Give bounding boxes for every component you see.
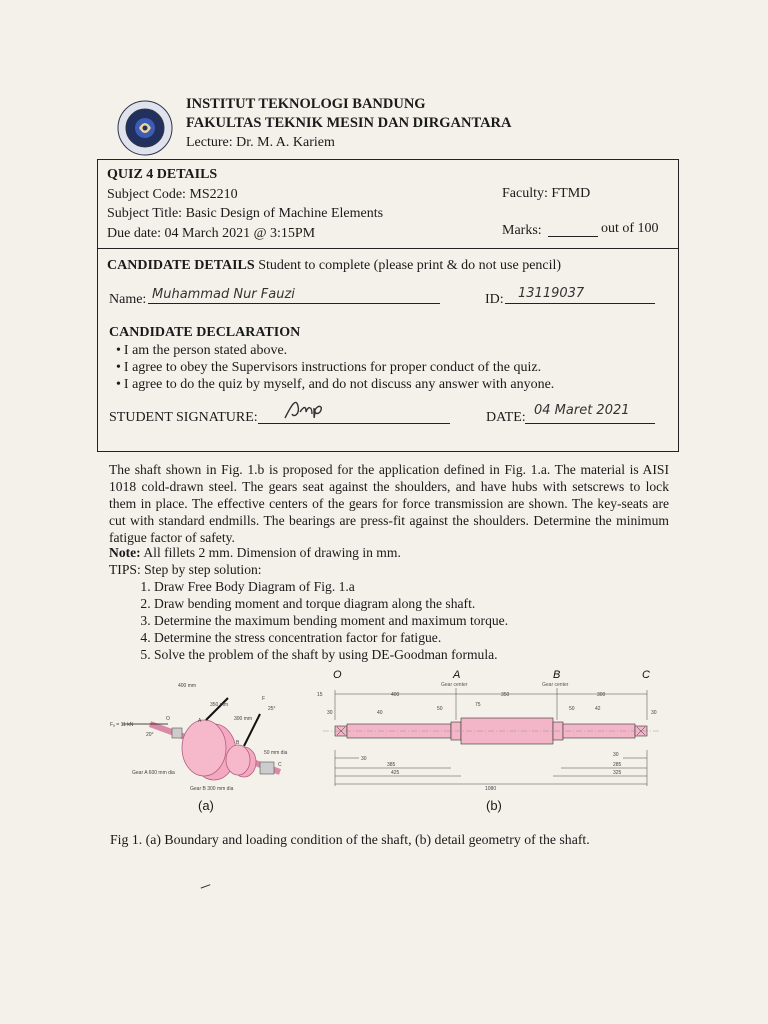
gear-center-note: Gear center — [542, 682, 569, 688]
id-field[interactable] — [505, 302, 655, 304]
id-value: 13119037 — [518, 286, 585, 301]
point-c: C — [642, 669, 650, 681]
bottom-dim: 1080 — [485, 786, 497, 792]
declaration-item: • I agree to do the quiz by myself, and do not discuss any answer with anyone. — [116, 376, 554, 393]
fig-a-dim: B — [236, 740, 240, 746]
step-item: 4. Determine the stress concentration factor for fatigue. — [154, 629, 508, 646]
signature-scribble — [282, 396, 332, 424]
fig-a-dim: Gear B 300 mm dia — [190, 786, 234, 792]
candidate-title: CANDIDATE DETAILS — [107, 258, 255, 273]
note-label: Note: — [109, 545, 141, 560]
declaration-item: • I agree to obey the Supervisors instructions for proper conduct of the quiz. — [116, 359, 554, 376]
candidate-subtitle: Student to complete (please print & do not use pencil) — [258, 258, 562, 273]
id-label: ID: — [485, 292, 504, 307]
gear-center-note: Gear center — [441, 682, 468, 688]
figure-b-label: (b) — [486, 798, 502, 813]
figure-a-gear-drawing — [110, 676, 296, 796]
quiz-title: QUIZ 4 DETAILS — [107, 167, 218, 182]
point-b: B — [553, 669, 561, 681]
point-o: O — [333, 669, 342, 681]
diameter-label: 42 — [595, 706, 601, 712]
fig-a-dim: 400 mm — [178, 683, 197, 689]
diameter-label: 40 — [377, 710, 383, 716]
problem-statement — [109, 461, 669, 546]
lecturer: Lecture: Dr. M. A. Kariem — [186, 135, 335, 150]
figure-a-label: (a) — [198, 798, 214, 813]
top-dim: 400 — [391, 692, 400, 698]
fig-a-dim: A — [198, 718, 202, 724]
diameter-label: 30 — [327, 710, 333, 716]
diameter-label: 50 — [437, 706, 443, 712]
date-field[interactable] — [525, 422, 655, 424]
date-value: 04 Maret 2021 — [534, 403, 630, 418]
top-dim: 350 — [501, 692, 510, 698]
bottom-dim: 285 — [613, 762, 622, 768]
fig-a-dim: 300 mm — [234, 716, 253, 722]
faculty-code: Faculty: FTMD — [502, 186, 591, 201]
tips-label: TIPS: Step by step solution: — [109, 562, 262, 577]
name-value: Muhammad Nur Fauzi — [152, 287, 295, 302]
itb-seal-logo — [117, 100, 173, 156]
fig-a-dim: 350 mm — [210, 702, 229, 708]
fig-a-dim: Fₐ = 11 kN — [110, 722, 134, 728]
fig-a-dim: 20° — [146, 732, 154, 738]
due-date: Due date: 04 March 2021 @ 3:15PM — [107, 226, 316, 241]
faculty-name: FAKULTAS TEKNIK MESIN DAN DIRGANTARA — [186, 115, 512, 131]
declaration-title: CANDIDATE DECLARATION — [109, 325, 301, 340]
fig-a-dim: O — [166, 716, 170, 722]
diameter-label: 30 — [651, 710, 657, 716]
signature-label: STUDENT SIGNATURE: — [109, 410, 258, 425]
fig-a-dim: Gear A 600 mm dia — [132, 770, 175, 776]
top-dim: 15 — [317, 692, 323, 698]
step-item: 5. Solve the problem of the shaft by using DE-Goodman formula. — [154, 646, 508, 663]
figure-b-shaft-drawing — [313, 666, 669, 796]
institute-name: INSTITUT TEKNOLOGI BANDUNG — [186, 96, 426, 112]
name-field[interactable] — [148, 302, 440, 304]
subject-code: Subject Code: MS2210 — [107, 187, 238, 202]
declaration-item: • I am the person stated above. — [116, 342, 554, 359]
diameter-label: 75 — [475, 702, 481, 708]
bottom-dim: 325 — [613, 770, 622, 776]
date-label: DATE: — [486, 410, 526, 425]
bottom-dim: 30 — [361, 756, 367, 762]
pen-mark — [200, 881, 211, 888]
marks-label: Marks: — [502, 223, 542, 238]
point-a: A — [453, 669, 461, 681]
problem-text: The shaft shown in Fig. 1.b is proposed for the application defined in Fig. 1.a. The material is AISI 1018 cold-drawn steel. The gears seat against the shoulders, and have hubs with setscrews to lock them in place. The effective centers of the gears for force transmission are shown. The key-seats are cut with standard endmills. The bearings are press-fit against the shoulders. Determine the minimum fatigue factor of safety. — [109, 462, 669, 545]
fig-a-dim: 50 mm dia — [264, 750, 288, 756]
bottom-dim: 30 — [613, 752, 619, 758]
fig-a-dim: C — [278, 762, 282, 768]
marks-out-of: out of 100 — [601, 221, 659, 236]
step-item: 3. Determine the maximum bending moment and maximum torque. — [154, 612, 508, 629]
bottom-dim: 385 — [387, 762, 396, 768]
fig-a-dim: F — [262, 696, 266, 702]
figure-caption: Fig 1. (a) Boundary and loading condition of the shaft, (b) detail geometry of the shaft. — [110, 832, 590, 847]
top-dim: 300 — [597, 692, 606, 698]
note-text: All fillets 2 mm. Dimension of drawing in mm. — [140, 545, 401, 560]
marks-field[interactable] — [548, 235, 598, 237]
bottom-dim: 425 — [391, 770, 400, 776]
candidate-header — [107, 258, 561, 274]
step-item: 2. Draw bending moment and torque diagram along the shaft. — [154, 595, 508, 612]
steps-list — [132, 578, 508, 663]
note-line — [109, 545, 401, 561]
step-item: 1. Draw Free Body Diagram of Fig. 1.a — [154, 578, 508, 595]
diameter-label: 50 — [569, 706, 575, 712]
name-label: Name: — [109, 292, 147, 307]
declaration-list — [116, 342, 554, 393]
subject-title: Subject Title: Basic Design of Machine Elements — [107, 206, 384, 221]
fig-a-dim: 25° — [268, 706, 276, 712]
